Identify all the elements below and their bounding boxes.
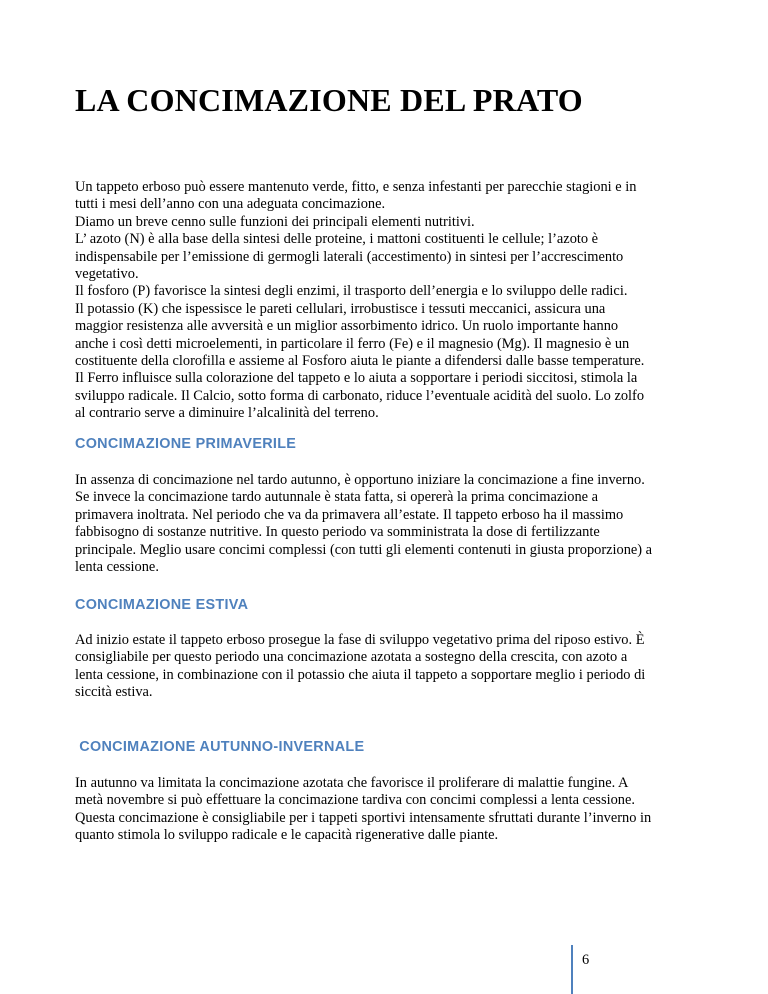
- text-line: anche i così detti microelementi, in particolare il ferro (Fe) e il magnesio (Mg). Il magnesio è un: [75, 335, 630, 352]
- intro-paragraph: [75, 179, 700, 423]
- text-line: fabbisogno di sostanze nutritive. In questo periodo va somministrata la dose di fertilizzante: [75, 524, 600, 541]
- text-line: al contrario serve a diminuire l’alcalinità del terreno.: [75, 405, 379, 422]
- section-heading-autunno-invernale: CONCIMAZIONE AUTUNNO-INVERNALE: [75, 739, 365, 755]
- text-line: Il potassio (K) che ispessisce le pareti cellulari, irrobustisce i tessuti meccanici, assicura una: [75, 300, 606, 317]
- page-title: LA CONCIMAZIONE DEL PRATO: [75, 82, 583, 118]
- section-paragraph-autunno-invernale: [75, 775, 700, 845]
- text-line: tutti i mesi dell’anno con una adeguata concimazione.: [75, 196, 386, 213]
- text-line: lenta cessione.: [75, 559, 159, 576]
- text-line: Il fosforo (P) favorisce la sintesi degli enzimi, il trasporto dell’energia e lo sviluppo delle radici.: [75, 283, 628, 300]
- page-number-bar: [571, 945, 573, 994]
- text-line: L’ azoto (N) è alla base della sintesi delle proteine, i mattoni costituenti le cellule; l’azoto è: [75, 231, 599, 248]
- page-number: 6: [582, 952, 590, 968]
- section-paragraph-estiva: [75, 632, 700, 702]
- text-line: Se invece la concimazione tardo autunnale è stata fatta, si opererà la prima concimazione a: [75, 489, 599, 506]
- text-line: metà novembre si può effettuare la concimazione tardiva con concimi complessi a lenta cessione.: [75, 792, 635, 809]
- text-line: primavera inoltrata. Nel periodo che va da primavera all’estate. Il tappeto erboso ha il massimo: [75, 506, 624, 523]
- section-heading-estiva: CONCIMAZIONE ESTIVA: [75, 597, 249, 613]
- text-line: sviluppo radicale. Il Calcio, sotto forma di carbonato, riduce l’eventuale acidità del suolo. Lo zolfo: [75, 387, 645, 404]
- text-line: Un tappeto erboso può essere mantenuto verde, fitto, e senza infestanti per parecchie stagioni e in: [75, 179, 637, 195]
- text-line: vegetativo.: [75, 266, 139, 283]
- text-line: lenta cessione, in combinazione con il potassio che aiuta il tappeto a sopportare meglio i periodo di: [75, 666, 646, 683]
- text-line: Ad inizio estate il tappeto erboso prosegue la fase di sviluppo vegetativo prima del riposo estivo. È: [75, 632, 645, 648]
- section-paragraph-primaverile: [75, 472, 700, 576]
- section-heading-primaverile: CONCIMAZIONE PRIMAVERILE: [75, 436, 297, 452]
- text-line: In assenza di concimazione nel tardo autunno, è opportuno iniziare la concimazione a fine inverno.: [75, 472, 645, 488]
- text-line: principale. Meglio usare concimi complessi (con tutti gli elementi contenuti in giusta proporzione) a: [75, 541, 653, 558]
- text-line: In autunno va limitata la concimazione azotata che favorisce il proliferare di malattie fungine. A: [75, 775, 629, 791]
- text-line: quanto stimola lo sviluppo radicale e le capacità rigenerative dalle piante.: [75, 827, 499, 844]
- text-line: costituente della clorofilla e assieme al Fosforo aiuta le piante a difendersi dalle basse temperature.: [75, 353, 645, 370]
- text-line: Diamo un breve cenno sulle funzioni dei principali elementi nutritivi.: [75, 213, 475, 230]
- text-line: maggior resistenza alle avversità e un miglior assorbimento idrico. Un ruolo importante hanno: [75, 318, 619, 335]
- text-line: indispensabile per l’emissione di germogli laterali (accestimento) in sintesi per l’accrescimento: [75, 248, 624, 265]
- text-line: siccità estiva.: [75, 684, 153, 701]
- text-line: Questa concimazione è consigliabile per i tappeti sportivi intensamente sfruttati durante l’inverno in: [75, 809, 652, 826]
- text-line: Il Ferro influisce sulla colorazione del tappeto e lo aiuta a sopportare i periodi siccitosi, stimola la: [75, 370, 638, 387]
- text-line: consigliabile per questo periodo una concimazione azotata a sostegno della crescita, con azoto a: [75, 649, 628, 666]
